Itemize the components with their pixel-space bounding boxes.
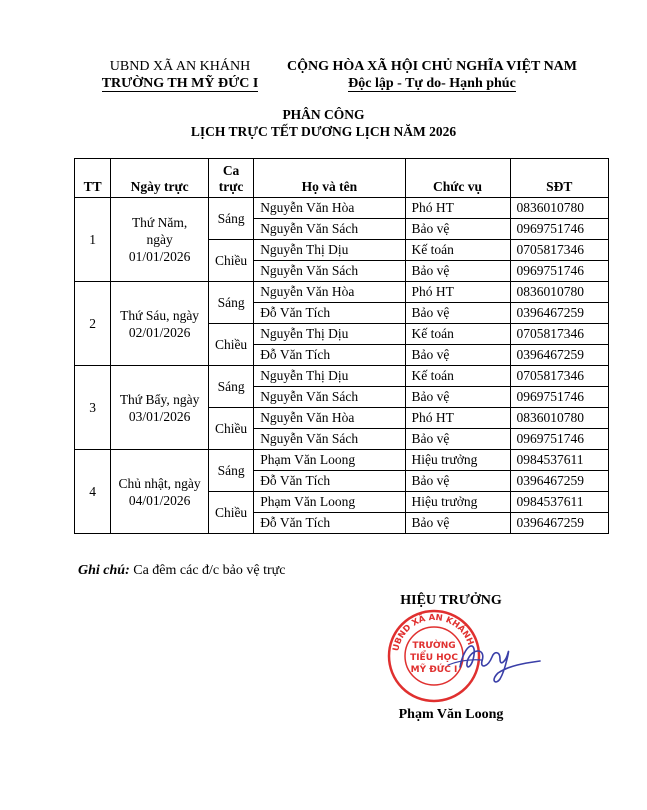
header-role: Chức vụ	[405, 159, 510, 198]
table-body	[75, 198, 609, 534]
duty-date: Chủ nhật, ngày 04/01/2026	[111, 450, 209, 534]
staff-phone: 0396467259	[510, 303, 608, 324]
staff-name: Đỗ Văn Tích	[254, 471, 405, 492]
row-number: 1	[75, 198, 111, 282]
agency-header	[80, 58, 280, 92]
shift-label: Sáng	[208, 282, 253, 324]
row-number: 2	[75, 282, 111, 366]
header-shift: Ca trực	[208, 159, 253, 198]
national-title: CỘNG HÒA XÃ HỘI CHỦ NGHĨA VIỆT NAM	[286, 59, 577, 74]
staff-name: Nguyễn Thị Dịu	[254, 366, 405, 387]
duty-date: Thứ Sáu, ngày 02/01/2026	[111, 282, 209, 366]
header-phone: SĐT	[510, 159, 608, 198]
note-label: Ghi chú:	[78, 563, 130, 578]
shift-label: Chiều	[208, 408, 253, 450]
staff-role: Bảo vệ	[405, 261, 510, 282]
table-row	[75, 450, 609, 471]
staff-phone: 0836010780	[510, 408, 608, 429]
staff-phone: 0705817346	[510, 324, 608, 345]
row-number: 3	[75, 366, 111, 450]
school-name: TRƯỜNG TH MỸ ĐỨC I	[101, 76, 259, 91]
staff-name: Nguyễn Văn Sách	[254, 387, 405, 408]
title-line2: LỊCH TRỰC TẾT DƯƠNG LỊCH NĂM 2026	[190, 124, 457, 139]
staff-phone: 0984537611	[510, 450, 608, 471]
header-tt: TT	[75, 159, 111, 198]
note	[78, 563, 285, 579]
staff-role: Phó HT	[405, 408, 510, 429]
staff-role: Phó HT	[405, 282, 510, 303]
seal-center-line3: MỸ ĐỨC I	[410, 665, 458, 675]
table-row	[75, 198, 609, 219]
seal-center-line2: TIỂU HỌC	[410, 653, 458, 663]
staff-role: Kế toán	[405, 324, 510, 345]
table-header-row	[75, 159, 609, 198]
staff-role: Bảo vệ	[405, 513, 510, 534]
shift-label: Sáng	[208, 198, 253, 240]
staff-name: Nguyễn Thị Dịu	[254, 240, 405, 261]
shift-label: Chiều	[208, 492, 253, 534]
shift-label: Chiều	[208, 324, 253, 366]
staff-phone: 0705817346	[510, 366, 608, 387]
staff-name: Nguyễn Văn Hòa	[254, 408, 405, 429]
staff-phone: 0984537611	[510, 492, 608, 513]
staff-role: Bảo vệ	[405, 429, 510, 450]
staff-role: Kế toán	[405, 366, 510, 387]
staff-name: Phạm Văn Loong	[254, 492, 405, 513]
staff-phone: 0836010780	[510, 282, 608, 303]
staff-phone: 0396467259	[510, 513, 608, 534]
staff-name: Nguyễn Văn Hòa	[254, 198, 405, 219]
staff-name: Nguyễn Văn Sách	[254, 429, 405, 450]
staff-phone: 0969751746	[510, 261, 608, 282]
handwritten-signature	[430, 625, 550, 690]
seal-ring-text: UBND XÃ AN KHÁNH	[391, 612, 476, 653]
staff-phone: 0969751746	[510, 429, 608, 450]
national-motto: Độc lập - Tự do- Hạnh phúc	[348, 76, 516, 91]
staff-name: Nguyễn Văn Sách	[254, 219, 405, 240]
national-header	[282, 58, 582, 92]
staff-role: Hiệu trưởng	[405, 450, 510, 471]
document-title	[0, 106, 647, 140]
staff-name: Đỗ Văn Tích	[254, 345, 405, 366]
staff-name: Phạm Văn Loong	[254, 450, 405, 471]
note-text: Ca đêm các đ/c bảo vệ trực	[129, 563, 286, 578]
staff-name: Nguyễn Văn Sách	[254, 261, 405, 282]
staff-name: Nguyễn Thị Dịu	[254, 324, 405, 345]
staff-role: Bảo vệ	[405, 303, 510, 324]
staff-role: Bảo vệ	[405, 219, 510, 240]
staff-phone: 0836010780	[510, 198, 608, 219]
signer-name: Phạm Văn Loong	[398, 707, 504, 722]
staff-name: Nguyễn Văn Hòa	[254, 282, 405, 303]
duty-date: Thứ Năm, ngày 01/01/2026	[111, 198, 209, 282]
staff-phone: 0969751746	[510, 387, 608, 408]
header-day: Ngày trực	[111, 159, 209, 198]
staff-phone: 0705817346	[510, 240, 608, 261]
staff-role: Bảo vệ	[405, 471, 510, 492]
staff-role: Hiệu trưởng	[405, 492, 510, 513]
duty-schedule-table	[74, 158, 609, 534]
row-number: 4	[75, 450, 111, 534]
table-row	[75, 366, 609, 387]
shift-label: Chiều	[208, 240, 253, 282]
staff-name: Đỗ Văn Tích	[254, 303, 405, 324]
signer-title: HIỆU TRƯỞNG	[400, 593, 502, 608]
title-line1: PHÂN CÔNG	[282, 107, 365, 122]
agency-name: UBND XÃ AN KHÁNH	[109, 59, 251, 74]
staff-phone: 0396467259	[510, 345, 608, 366]
staff-role: Bảo vệ	[405, 387, 510, 408]
staff-phone: 0969751746	[510, 219, 608, 240]
shift-label: Sáng	[208, 450, 253, 492]
shift-label: Sáng	[208, 366, 253, 408]
staff-role: Bảo vệ	[405, 345, 510, 366]
duty-date: Thứ Bẩy, ngày 03/01/2026	[111, 366, 209, 450]
staff-name: Đỗ Văn Tích	[254, 513, 405, 534]
seal-center-line1: TRƯỜNG	[412, 641, 456, 651]
staff-role: Phó HT	[405, 198, 510, 219]
header-name: Họ và tên	[254, 159, 405, 198]
staff-phone: 0396467259	[510, 471, 608, 492]
staff-role: Kế toán	[405, 240, 510, 261]
table-row	[75, 282, 609, 303]
